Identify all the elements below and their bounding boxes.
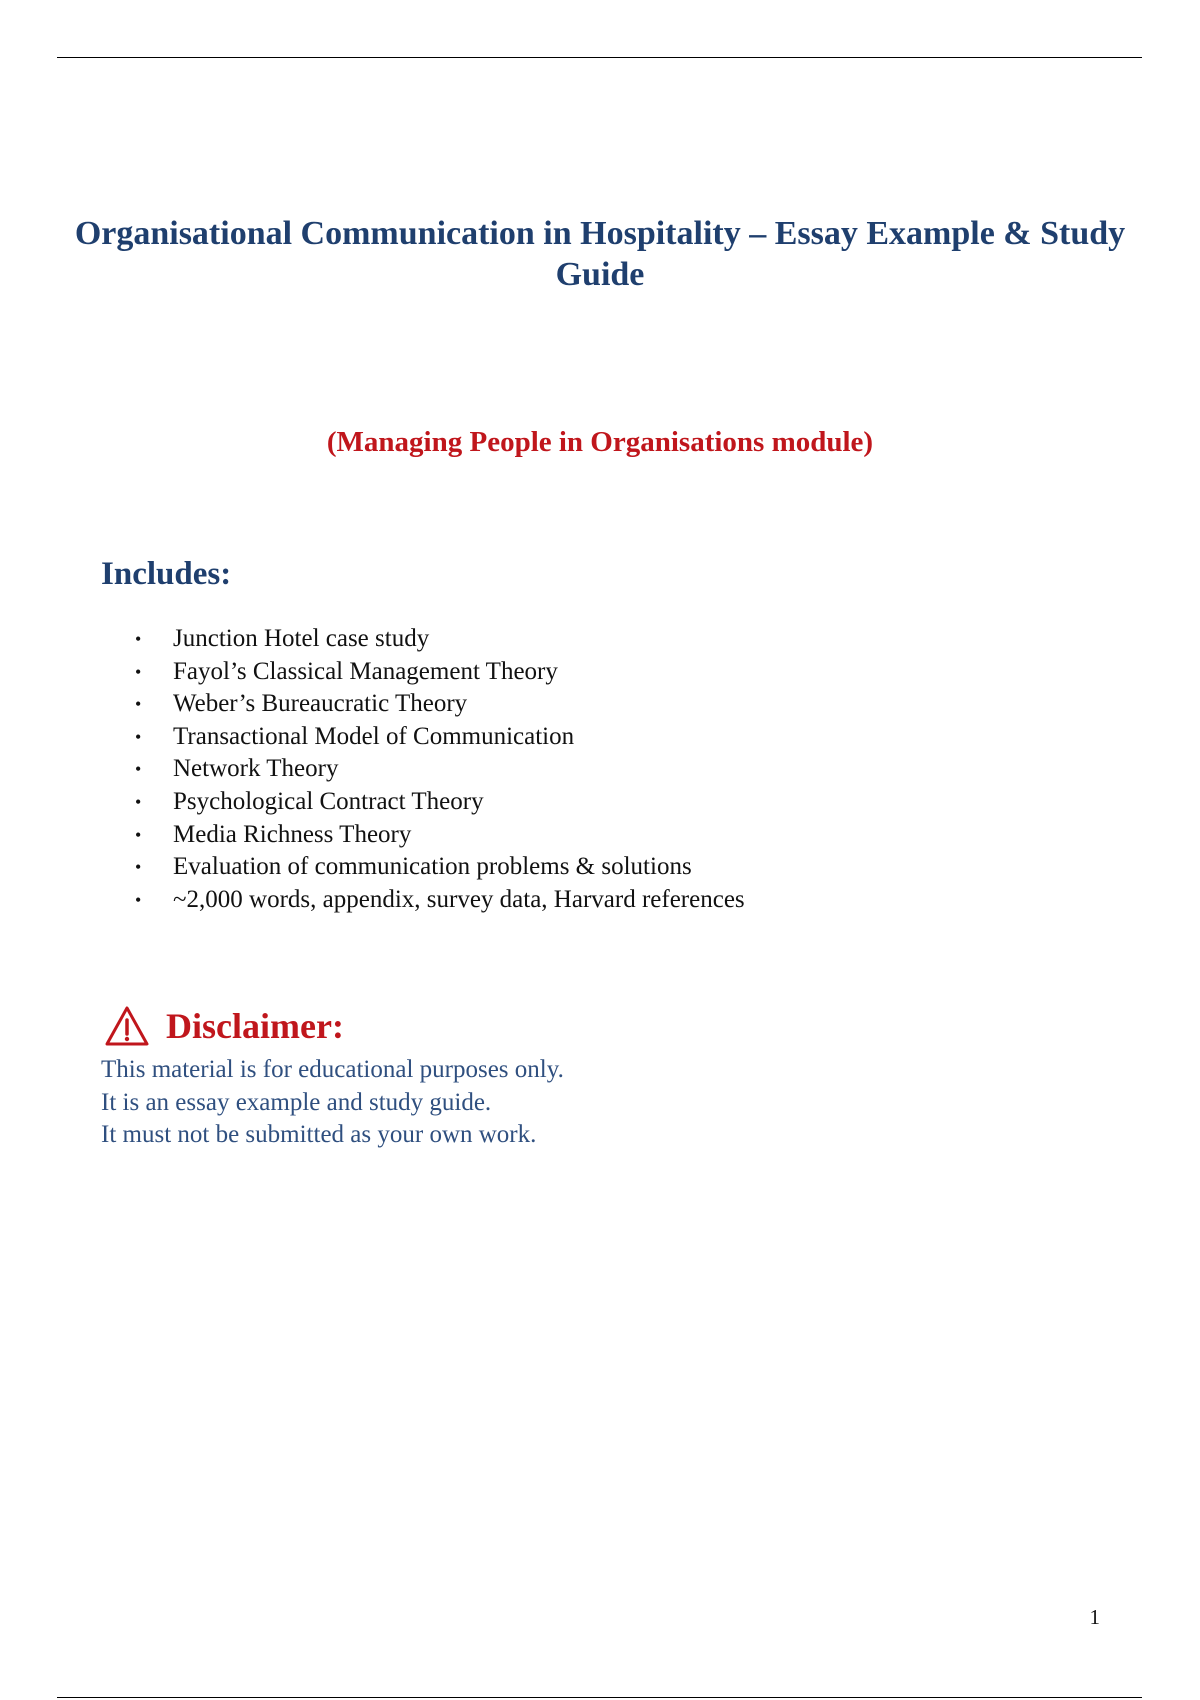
disclaimer-heading [104, 1004, 344, 1048]
list-item-label: Transactional Model of Communication [173, 722, 575, 750]
list-item-label: Fayol’s Classical Management Theory [173, 657, 558, 685]
module-subtitle: (Managing People in Organisations module) [326, 426, 874, 458]
list-item-label: Evaluation of communication problems & solutions [173, 853, 692, 881]
list-item [135, 721, 745, 754]
list-item-label: Psychological Contract Theory [173, 787, 484, 815]
document-title: Organisational Communication in Hospitality – Essay Example & Study Guide [74, 215, 1126, 293]
disclaimer-line: This material is for educational purposes only. [101, 1056, 564, 1083]
list-item [135, 851, 745, 884]
list-item [135, 656, 745, 689]
top-rule [57, 57, 1142, 58]
includes-heading: Includes: [101, 556, 232, 592]
page-number: 1 [1089, 1605, 1100, 1629]
bullet-icon: • [135, 726, 142, 747]
list-item [135, 819, 745, 852]
list-item-label: Media Richness Theory [173, 820, 412, 848]
bullet-icon: • [135, 889, 142, 910]
list-item-label: Weber’s Bureaucratic Theory [173, 690, 468, 718]
warning-icon [104, 1005, 150, 1047]
bullet-icon: • [135, 791, 142, 812]
disclaimer-line: It is an essay example and study guide. [101, 1088, 492, 1116]
list-item [135, 688, 745, 721]
bullet-icon: • [135, 759, 142, 780]
list-item-label: Junction Hotel case study [173, 625, 430, 652]
bullet-icon: • [135, 661, 142, 682]
bottom-rule [57, 1697, 1142, 1698]
list-item [135, 753, 745, 786]
list-item-label: Network Theory [173, 755, 339, 783]
list-item [135, 623, 745, 656]
list-item-label: ~2,000 words, appendix, survey data, Harvard references [173, 885, 745, 913]
list-item [135, 884, 745, 917]
bullet-icon: • [135, 857, 142, 878]
bullet-icon: • [135, 629, 142, 649]
includes-list [135, 623, 745, 916]
disclaimer-line: It must not be submitted as your own work. [101, 1121, 537, 1149]
bullet-icon: • [135, 824, 142, 845]
disclaimer-text [101, 1054, 564, 1152]
disclaimer-title: Disclaimer: [166, 1006, 344, 1046]
list-item [135, 786, 745, 819]
bullet-icon: • [135, 694, 142, 715]
